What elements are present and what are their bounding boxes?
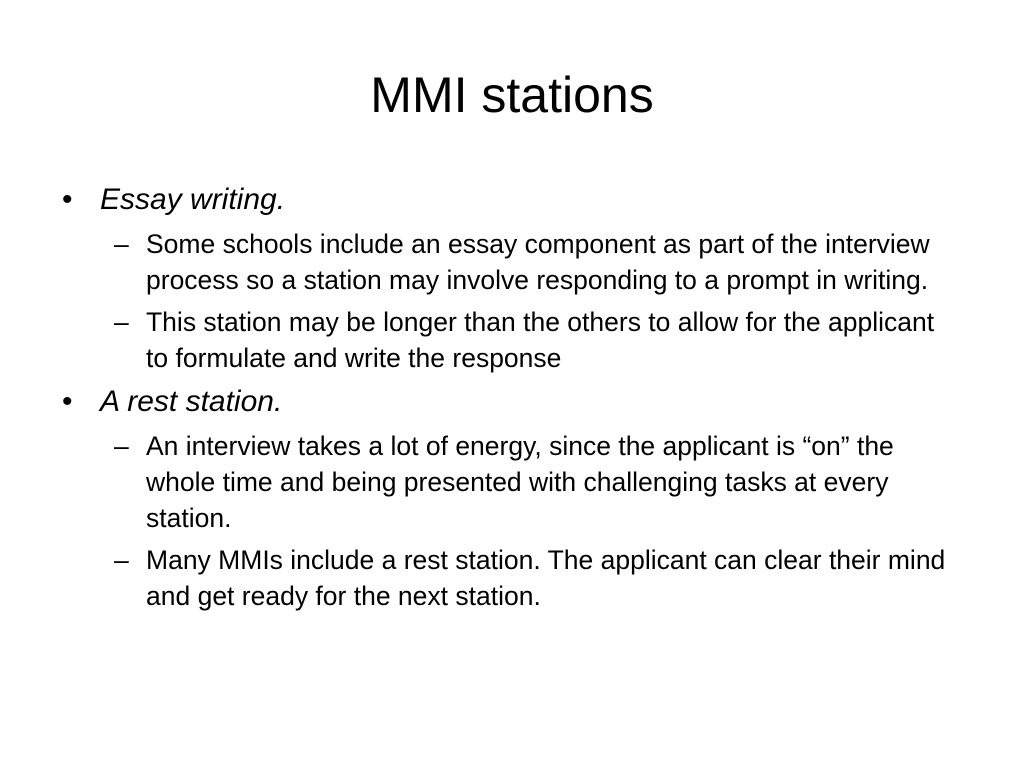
slide-title: MMI stations: [370, 67, 654, 123]
sub-bullet-text: This station may be longer than the others to allow for the applicant to formulate and write the response: [146, 307, 935, 373]
sub-bullet: [114, 304, 946, 376]
bullet-group-rest: [60, 382, 980, 614]
bullet-marker: •: [62, 385, 73, 418]
bullet-group-essay: [60, 180, 980, 376]
sub-bullet-marker: –: [114, 545, 129, 575]
bullet-essay-writing: [60, 180, 980, 220]
sub-bullet-marker: –: [114, 307, 129, 337]
bullet-marker: •: [62, 183, 73, 216]
sub-bullet: [114, 542, 946, 614]
bullet-heading: Essay writing.: [100, 183, 286, 216]
sub-bullet-text: Many MMIs include a rest station. The applicant can clear their mind and get ready for the next station.: [146, 545, 946, 611]
sub-bullet-text: An interview takes a lot of energy, since the applicant is “on” the whole time and being presented with challenging tasks at every station.: [146, 431, 894, 533]
sub-bullet: [114, 428, 946, 536]
sub-bullet: [114, 226, 946, 298]
bullet-heading: A rest station.: [100, 385, 283, 418]
bullet-rest-station: [60, 382, 980, 422]
sub-bullet-marker: –: [114, 229, 129, 259]
sub-bullet-marker: –: [114, 431, 129, 461]
sub-bullet-text: Some schools include an essay component as part of the interview process so a station may involve responding to a prompt in writing.: [146, 229, 930, 295]
slide-content: [60, 180, 980, 620]
